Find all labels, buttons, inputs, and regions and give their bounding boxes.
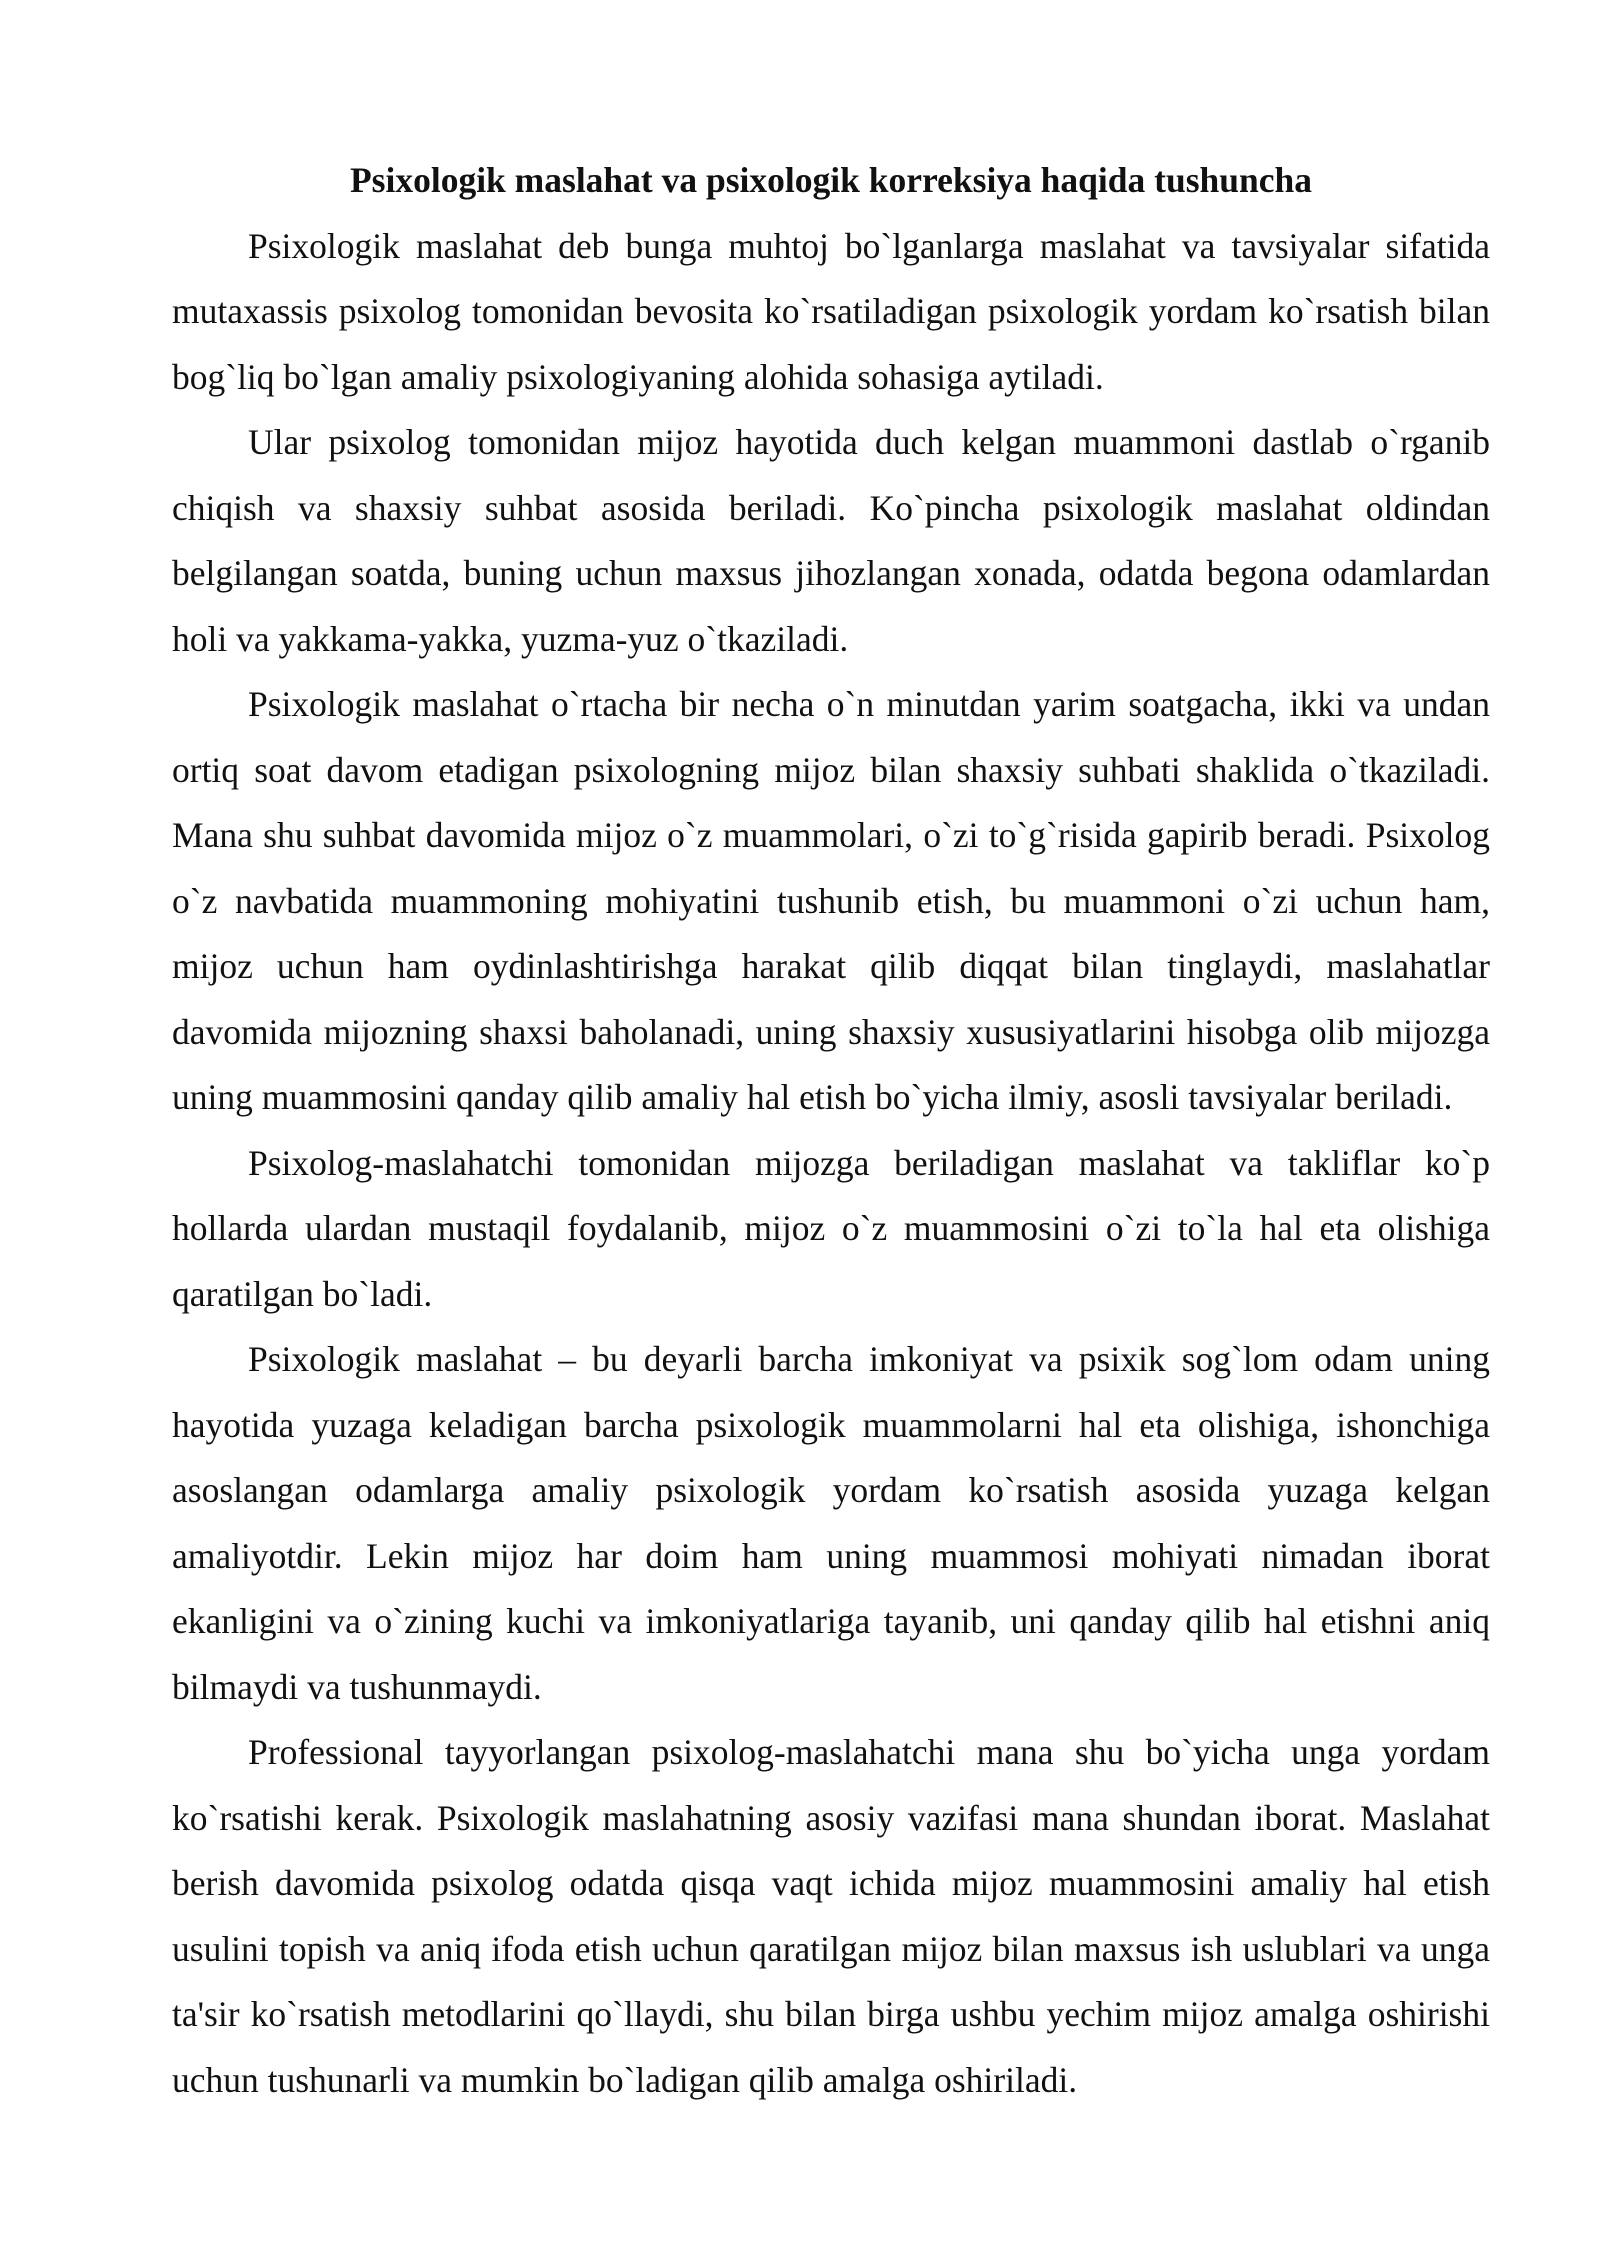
- paragraph-5: Psixologik maslahat – bu deyarli barcha imkoniyat va psixik sog`lom odam uning hayotida yuzaga keladigan barcha psixologik muammolarni hal eta olishiga, ishonchiga asoslangan odamlarga amaliy psixologik yordam ko`rsatish asosida yuzaga kelgan amaliyotdir. Lekin mijoz har doim ham uning muammosi mohiyati nimadan iborat ekanligini va o`zining kuchi va imkoniyatlariga tayanib, uni qanday qilib hal etishni aniq bilmaydi va tushunmaydi.: [172, 1339, 1490, 1707]
- paragraph-2: Ular psixolog tomonidan mijoz hayotida duch kelgan muammoni dastlab o`rganib chiqish va shaxsiy suhbat asosida beriladi. Ko`pincha psixologik maslahat oldindan belgilangan soatda, buning uchun maxsus jihozlangan xonada, odatda begona odamlardan holi va yakkama-yakka, yuzma-yuz o`tkaziladi.: [172, 422, 1490, 659]
- paragraph-4: Psixolog-maslahatchi tomonidan mijozga beriladigan maslahat va takliflar ko`p hollarda ulardan mustaqil foydalanib, mijoz o`z muammosini o`zi to`la hal eta olishiga qaratilgan bo`ladi.: [172, 1142, 1490, 1314]
- document-page: [172, 148, 1490, 2113]
- document-title: Psixologik maslahat va psixologik korreksiya haqida tushuncha: [349, 160, 1313, 200]
- paragraph-3: Psixologik maslahat o`rtacha bir necha o`n minutdan yarim soatgacha, ikki va undan ortiq soat davom etadigan psixologning mijoz bilan shaxsiy suhbati shaklida o`tkaziladi. Mana shu suhbat davomida mijoz o`z muammolari, o`zi to`g`risida gapirib beradi. Psixolog o`z navbatida muammoning mohiyatini tushunib etish, bu muammoni o`zi uchun ham, mijoz uchun ham oydinlashtirishga harakat qilib diqqat bilan tinglaydi, maslahatlar davomida mijozning shaxsi baholanadi, uning shaxsiy xususiyatlarini hisobga olib mijozga uning muammosini qanday qilib amaliy hal etish bo`yicha ilmiy, asosli tavsiyalar beriladi.: [172, 684, 1490, 1117]
- paragraph-1: Psixologik maslahat deb bunga muhtoj bo`lganlarga maslahat va tavsiyalar sifatida mutaxassis psixolog tomonidan bevosita ko`rsatiladigan psixologik yordam ko`rsatish bilan bog`liq bo`lgan amaliy psixologiyaning alohida sohasiga aytiladi.: [172, 225, 1490, 397]
- paragraph-6: Professional tayyorlangan psixolog-maslahatchi mana shu bo`yicha unga yordam ko`rsatishi kerak. Psixologik maslahatning asosiy vazifasi mana shundan iborat. Maslahat berish davomida psixolog odatda qisqa vaqt ichida mijoz muammosini amaliy hal etish usulini topish va aniq ifoda etish uchun qaratilgan mijoz bilan maxsus ish uslublari va unga ta'sir ko`rsatish metodlarini qo`llaydi, shu bilan birga ushbu yechim mijoz amalga oshirishi uchun tushunarli va mumkin bo`ladigan qilib amalga oshiriladi.: [172, 1732, 1490, 2100]
